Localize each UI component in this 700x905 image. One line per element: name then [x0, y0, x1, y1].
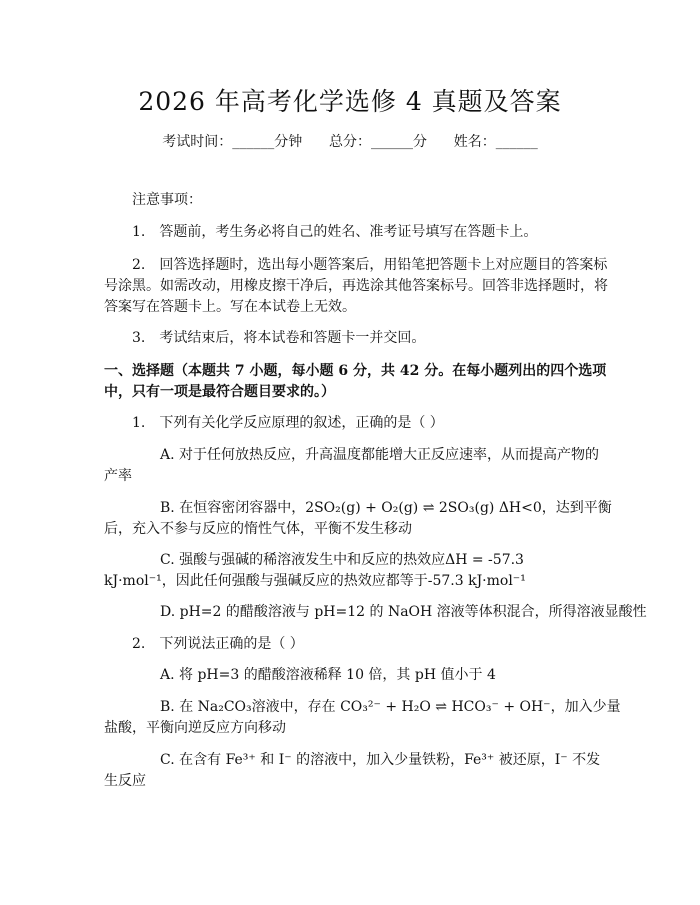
question-2-option-b-line-1: B. 在 Na₂CO₃溶液中，存在 CO₃²⁻ + H₂O ⇌ HCO₃⁻ + OH⁻，加入少量: [160, 699, 621, 715]
question-1-option-d: D. pH=2 的醋酸溶液与 pH=12 的 NaOH 溶液等体积混合，所得溶液显酸性: [160, 604, 647, 620]
exam-meta-line: 考试时间：______分钟 总分：______分 姓名：______: [162, 134, 538, 150]
section-heading-line-2: 中，只有一项是最符合题目要求的。）: [104, 384, 335, 400]
notice-item-3: 3. 考试结束后，将本试卷和答题卡一并交回。: [132, 330, 426, 346]
question-1-option-b-line-1: B. 在恒容密闭容器中，2SO₂(g) + O₂(g) ⇌ 2SO₃(g) ΔH<0，达到平衡: [160, 500, 612, 516]
notice-heading: 注意事项：: [132, 192, 202, 208]
question-2-option-a: A. 将 pH=3 的醋酸溶液稀释 10 倍，其 pH 值小于 4: [160, 667, 496, 683]
question-1-option-a-line-1: A. 对于任何放热反应，升高温度都能增大正反应速率，从而提高产物的: [160, 447, 600, 463]
page-title: 2026 年高考化学选修 4 真题及答案: [138, 87, 562, 116]
question-1-stem: 1. 下列有关化学反应原理的叙述，正确的是（ ）: [132, 415, 444, 431]
question-2-option-c-line-1: C. 在含有 Fe³⁺ 和 I⁻ 的溶液中，加入少量铁粉，Fe³⁺ 被还原，I⁻ 不发: [160, 752, 601, 768]
notice-item-1: 1. 答题前，考生务必将自己的姓名、准考证号填写在答题卡上。: [132, 224, 538, 240]
question-1-option-c-line-1: C. 强酸与强碱的稀溶液发生中和反应的热效应ΔH = -57.3: [160, 552, 524, 568]
question-2-option-b-line-2: 盐酸，平衡向逆反应方向移动: [104, 720, 286, 736]
notice-item-2-line-3: 答案写在答题卡上。写在本试卷上无效。: [104, 299, 356, 315]
notice-item-2-line-1: 2. 回答选择题时，选出每小题答案后，用铅笔把答题卡上对应题目的答案标: [132, 257, 608, 273]
question-2-option-c-line-2: 生反应: [104, 773, 146, 789]
notice-item-2-line-2: 号涂黑。如需改动，用橡皮擦干净后，再选涂其他答案标号。回答非选择题时，将: [104, 278, 608, 294]
question-1-option-b-line-2: 后，充入不参与反应的惰性气体，平衡不发生移动: [104, 521, 412, 537]
question-1-option-c-line-2: kJ·mol⁻¹，因此任何强酸与强碱反应的热效应都等于-57.3 kJ·mol⁻¹: [104, 573, 526, 589]
section-heading-line-1: 一、选择题（本题共 7 小题，每小题 6 分，共 42 分。在每小题列出的四个选项: [104, 363, 607, 379]
question-1-option-a-line-2: 产率: [104, 468, 132, 484]
question-2-stem: 2. 下列说法正确的是（ ）: [132, 636, 304, 652]
